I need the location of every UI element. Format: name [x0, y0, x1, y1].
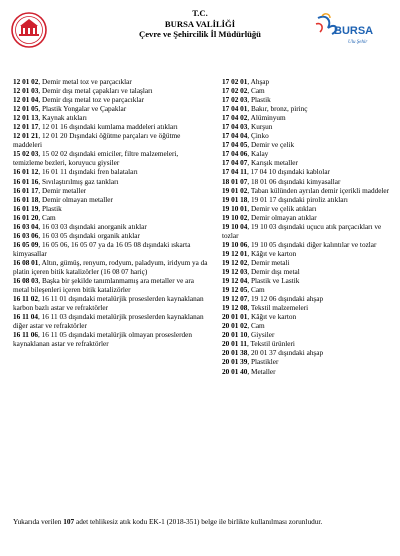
waste-code-item [222, 241, 397, 250]
right-column [222, 78, 397, 377]
page-header [0, 0, 400, 60]
waste-description: , Karışık metaller [247, 159, 298, 168]
waste-description: , Sıvılaştırılmış gaz tankları [38, 177, 119, 186]
waste-code: 20 01 01 [222, 313, 248, 322]
waste-description: , 16 03 05 dışındaki organik atıklar [38, 231, 140, 240]
svg-text:BURSA: BURSA [334, 25, 374, 37]
waste-code: 19 12 01 [222, 249, 248, 258]
waste-code-item [222, 196, 397, 205]
waste-description: , Demir olmayan metaller [38, 195, 113, 204]
waste-code: 19 10 02 [222, 213, 248, 222]
waste-code-item [13, 277, 209, 295]
waste-code: 12 01 03 [13, 87, 39, 96]
waste-code: 20 01 39 [222, 358, 248, 367]
waste-code-item [222, 259, 397, 268]
waste-code: 20 01 02 [222, 322, 248, 331]
waste-description: , 16 05 06, 16 05 07 ya da 16 05 08 dışındaki ıskarta kimyasallar [13, 240, 191, 258]
waste-code: 12 01 04 [13, 96, 39, 105]
waste-code-item [222, 205, 397, 214]
header-line-tc: T.C. [192, 8, 208, 18]
waste-code: 16 08 01 [13, 258, 39, 267]
waste-code-item [222, 96, 397, 105]
waste-code: 12 01 21 [13, 132, 39, 141]
waste-code-item [222, 286, 397, 295]
header-line-directorate: Çevre ve Şehircilik İl Müdürlüğü [139, 29, 261, 40]
waste-code-item [13, 132, 209, 150]
waste-description: , Cam [38, 213, 56, 222]
waste-description: , Tekstil malzemeleri [247, 304, 309, 313]
waste-description: , Plastik [247, 96, 271, 105]
waste-code: 19 12 08 [222, 304, 248, 313]
waste-description: , 15 02 02 dışındaki emiciler, filtre malzemeleri, temizleme bezleri, koruyucu giysiler [13, 150, 179, 168]
waste-description: , Kâğıt ve karton [247, 249, 297, 258]
waste-description: , Cam [247, 87, 265, 96]
waste-description: , Cam [247, 322, 265, 331]
waste-code: 19 10 01 [222, 204, 248, 213]
waste-code-item [222, 123, 397, 132]
waste-description: , Kalay [247, 150, 269, 159]
waste-description: , Kaynak atıkları [38, 114, 87, 123]
waste-description: , Demir dışı metal toz ve parçacıklar [38, 96, 145, 105]
waste-code-item [222, 358, 397, 367]
waste-code: 17 04 06 [222, 150, 248, 159]
waste-code-item [222, 105, 397, 114]
waste-code: 16 11 02 [13, 295, 38, 304]
waste-code-item [13, 78, 209, 87]
waste-description: , Bakır, bronz, pirinç [247, 105, 308, 114]
footer-note [13, 517, 388, 526]
waste-code-item [13, 331, 209, 349]
waste-code: 16 08 03 [13, 277, 39, 286]
waste-description: , Demir olmayan atıklar [247, 213, 317, 222]
waste-code-item [13, 196, 209, 205]
waste-code-item [13, 223, 209, 232]
waste-code-item [222, 141, 397, 150]
waste-code: 16 01 16 [13, 177, 39, 186]
waste-code-item [13, 232, 209, 241]
waste-description: , Demir metaller [38, 186, 87, 195]
waste-description: , Altın, gümüş, renyum, rodyum, paladyum, iridyum ya da platin içeren bitik katalizörler (16 08 07 hariç) [13, 258, 208, 276]
header-line-governorship: BURSA VALİLİĞİ [164, 18, 236, 29]
waste-description: , Plastik [38, 204, 62, 213]
svg-text:Ulu Şehir: Ulu Şehir [348, 40, 368, 45]
waste-code: 19 01 02 [222, 186, 248, 195]
waste-code: 16 03 06 [13, 231, 39, 240]
waste-code: 20 01 11 [222, 340, 247, 349]
waste-code-item [222, 78, 397, 87]
waste-code: 19 12 03 [222, 267, 248, 276]
bursa-brand-logo [312, 12, 382, 48]
waste-code-item [13, 241, 209, 259]
waste-code: 19 12 04 [222, 277, 248, 286]
waste-code-item [13, 259, 209, 277]
waste-code: 19 10 06 [222, 240, 248, 249]
waste-code-item [222, 250, 397, 259]
waste-description: , Demir ve çelik atıkları [247, 204, 317, 213]
waste-code-item [13, 205, 209, 214]
waste-code: 17 04 04 [222, 132, 248, 141]
waste-code: 16 01 20 [13, 213, 39, 222]
waste-code-item [13, 178, 209, 187]
waste-description: , Kâğıt ve karton [247, 313, 297, 322]
waste-description: , Kurşun [247, 123, 273, 132]
footer-count: 107 [63, 517, 75, 526]
left-column [13, 78, 209, 349]
waste-code: 19 12 02 [222, 258, 248, 267]
waste-description: , Plastikler [247, 358, 279, 367]
waste-code: 17 04 02 [222, 114, 248, 123]
waste-code: 17 04 07 [222, 159, 248, 168]
waste-code-item [222, 87, 397, 96]
waste-code-item [13, 168, 209, 177]
waste-code-item [222, 331, 397, 340]
waste-description: , 17 04 10 dışındaki kablolar [246, 168, 330, 177]
waste-code-item [222, 114, 397, 123]
waste-code: 16 01 18 [13, 195, 39, 204]
waste-code: 12 01 02 [13, 78, 39, 86]
waste-description: , 19 01 17 dışındaki piroliz atıkları [247, 195, 348, 204]
waste-code: 17 02 02 [222, 87, 248, 96]
waste-description: , 20 01 37 dışındaki ahşap [247, 349, 324, 358]
waste-code: 17 04 11 [222, 168, 247, 177]
waste-code: 16 11 06 [13, 331, 38, 340]
waste-description: , Cam [247, 286, 265, 295]
waste-code: 17 04 05 [222, 141, 248, 150]
waste-description: , Demir metal toz ve parçacıklar [38, 78, 132, 86]
waste-code: 20 01 10 [222, 331, 248, 340]
waste-description: , 19 10 05 dışındaki diğer kalıntılar ve tozlar [247, 240, 377, 249]
waste-description: , 16 11 05 dışındaki metalürjik olmayan proseslerden kaynaklanan astar ve refraktörler [13, 331, 192, 349]
waste-code: 16 05 09 [13, 240, 39, 249]
waste-code: 19 10 04 [222, 222, 248, 231]
waste-code-item [222, 214, 397, 223]
waste-description: , 16 11 01 dışındaki metalürjik proseslerden kaynaklanan karbon bazlı astar ve refraktörler [13, 295, 204, 313]
waste-code: 16 01 12 [13, 168, 39, 177]
waste-code: 12 01 17 [13, 123, 39, 132]
waste-code: 19 01 18 [222, 195, 248, 204]
waste-code-item [13, 313, 209, 331]
waste-description: , Ahşap [247, 78, 270, 86]
waste-code-item [222, 304, 397, 313]
waste-description: , Demir dışı metal çapakları ve talaşları [38, 87, 153, 96]
waste-description: , 19 12 06 dışındaki ahşap [247, 295, 324, 304]
waste-description: , Çinko [247, 132, 269, 141]
waste-code: 20 01 40 [222, 367, 248, 376]
waste-description: , 18 01 06 dışındaki kimyasallar [247, 177, 341, 186]
waste-code: 12 01 13 [13, 114, 39, 123]
footer-suffix: adet tehlikesiz atık kodu EK-1 (2018-351) belge ile birlikte kullanılması zorunludur. [74, 517, 323, 526]
waste-description: , Alüminyum [247, 114, 286, 123]
waste-code-item [13, 105, 209, 114]
waste-code: 17 02 01 [222, 78, 248, 86]
waste-description: , Demir metali [247, 258, 290, 267]
waste-description: , Demir dışı metal [247, 267, 300, 276]
waste-code-item [222, 187, 397, 196]
waste-code: 19 12 07 [222, 295, 248, 304]
waste-description: , Taban külünden ayrılan demir içerikli maddeler [247, 186, 390, 195]
waste-code: 20 01 38 [222, 349, 248, 358]
waste-code: 17 02 03 [222, 96, 248, 105]
waste-code-item [222, 295, 397, 304]
waste-code: 17 04 03 [222, 123, 248, 132]
waste-code-item [222, 223, 397, 241]
waste-description: , 16 03 03 dışındaki anorganik atıklar [38, 222, 147, 231]
waste-description: , 12 01 16 dışındaki kumlama maddeleri atıkları [38, 123, 178, 132]
waste-code: 16 11 04 [13, 313, 38, 322]
waste-description: , Plastik ve Lastik [247, 277, 300, 286]
waste-code: 17 04 01 [222, 105, 248, 114]
waste-code-item [13, 123, 209, 132]
waste-code-item [13, 96, 209, 105]
waste-code-item [13, 150, 209, 168]
waste-description: , Metaller [247, 367, 276, 376]
waste-code: 16 01 19 [13, 204, 39, 213]
waste-description: , Demir ve çelik [247, 141, 295, 150]
waste-description: , Giysiler [247, 331, 275, 340]
waste-code-item [222, 368, 397, 377]
waste-description: , 12 01 20 Dışındaki öğütme parçaları ve öğütme maddeleri [13, 132, 181, 150]
waste-code-item [13, 87, 209, 96]
waste-description: , 16 11 03 dışındaki metalürjik proseslerden kaynaklanan diğer astar ve refraktörler [13, 313, 204, 331]
waste-description: , 19 10 03 dışındaki uçucu atık parçacıkları ve tozlar [222, 222, 382, 240]
waste-code: 16 01 17 [13, 186, 39, 195]
footer-prefix: Yukarıda verilen [13, 517, 64, 526]
waste-code: 19 12 05 [222, 286, 248, 295]
waste-code-item [13, 214, 209, 223]
waste-code-item [222, 159, 397, 168]
waste-code-item [222, 150, 397, 159]
waste-code-item [222, 178, 397, 187]
waste-code-item [13, 187, 209, 196]
waste-description: , Plastik Yongalar ve Çapaklar [38, 105, 127, 114]
waste-code-item [13, 295, 209, 313]
waste-code-item [222, 168, 397, 177]
waste-code-item [13, 114, 209, 123]
waste-description: , Tekstil ürünleri [246, 340, 295, 349]
waste-code: 16 03 04 [13, 222, 39, 231]
waste-code: 15 02 03 [13, 150, 39, 159]
waste-code-item [222, 132, 397, 141]
waste-code-item [222, 268, 397, 277]
waste-code-item [222, 322, 397, 331]
waste-code-item [222, 340, 397, 349]
waste-code: 12 01 05 [13, 105, 39, 114]
waste-description: , Başka bir şekilde tanımlanmamış ara metaller ve ara metal bileşenleri içeren bitik katalizörler [13, 277, 194, 295]
waste-code: 18 01 07 [222, 177, 248, 186]
waste-code-item [222, 349, 397, 358]
waste-code-item [222, 277, 397, 286]
waste-description: , 16 01 11 dışındaki fren balataları [38, 168, 138, 177]
waste-code-item [222, 313, 397, 322]
